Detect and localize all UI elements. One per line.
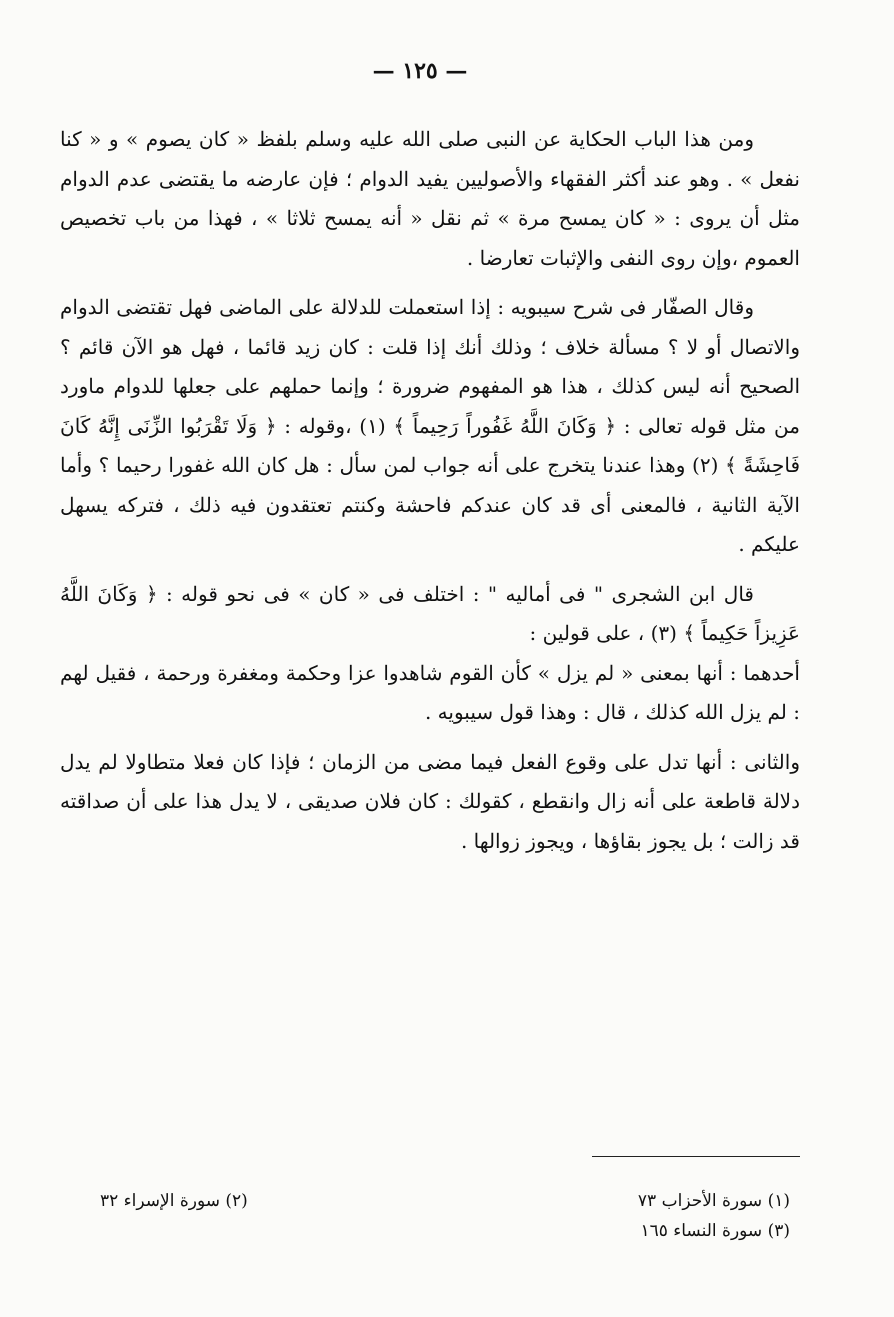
footnote-2: (٢) سورة الإسراء ٣٢ [100, 1191, 248, 1211]
footnote-divider [592, 1156, 800, 1157]
paragraph-3: قال ابن الشجرى " فى أماليه " : اختلف فى « كان » فى نحو قوله : ﴿ وَكَانَ اللَّهُ عَزِيزاً حَكِيماً ﴾ (٣) ، على قولين : [60, 581, 800, 645]
body-text [60, 120, 800, 861]
paragraph-1: ومن هذا الباب الحكاية عن النبى صلى الله عليه وسلم بلفظ « كان يصوم » و « كنا نفعل » . وهو عند أكثر الفقهاء والأصوليين يفيد الدوام ؛ فإن عارضه ما يقتضى عدم الدوام مثل أن يروى : « كان يمسح مرة » ثم نقل « أنه يمسح ثلاثا » ، فهذا من باب تخصيص العموم ،وإن روى النفى والإثبات تعارضا . [60, 127, 800, 270]
footnote-3: (٣) سورة النساء ١٦٥ [640, 1221, 790, 1241]
footnote-1: (١) سورة الأحزاب ٧٣ [637, 1191, 790, 1211]
paragraph-5: والثانى : أنها تدل على وقوع الفعل فيما مضى من الزمان ؛ فإذا كان فعلا متطاولا لم يدل دلالة قاطعة على أنه زال وانقطع ، كقولك : كان فلان صديقى ، لا يدل هذا على أن صداقته قد زالت ؛ بل يجوز بقاؤها ، ويجوز زوالها . [60, 749, 800, 853]
footnotes [100, 1186, 790, 1246]
paragraph-2: وقال الصفّار فى شرح سيبويه : إذا استعملت للدلالة على الماضى فهل تقتضى الدوام والاتصال أو لا ؟ مسألة خلاف ؛ وذلك أنك إذا قلت : كان زيد قائما ، فهل هو الآن قائم ؟ الصحيح أنه ليس كذلك ، هذا هو المفهوم ضرورة ؛ وإنما حملهم على جعلها للدوام ماورد من مثل قوله تعالى : ﴿ وَكَانَ اللَّهُ غَفُوراً رَحِيماً ﴾ (١) ،وقوله : ﴿ وَلَا تَقْرَبُوا الزِّنَى إِنَّهُ كَانَ فَاحِشَةً ﴾ (٢) وهذا عندنا يتخرج على أنه جواب لمن سأل : هل كان الله غفورا رحيما ؟ وأما الآية الثانية ، فالمعنى أى قد كان عندكم فاحشة وكنتم تعتقدون فيه ذلك ، فتركه يسهل عليكم . [60, 295, 801, 556]
paragraph-4: أحدهما : أنها بمعنى « لم يزل » كأن القوم شاهدوا عزا وحكمة ومغفرة ورحمة ، فقيل لهم : لم يزل الله كذلك ، قال : وهذا قول سيبويه . [60, 660, 800, 724]
page-number: — ١٢٥ — [372, 58, 468, 84]
